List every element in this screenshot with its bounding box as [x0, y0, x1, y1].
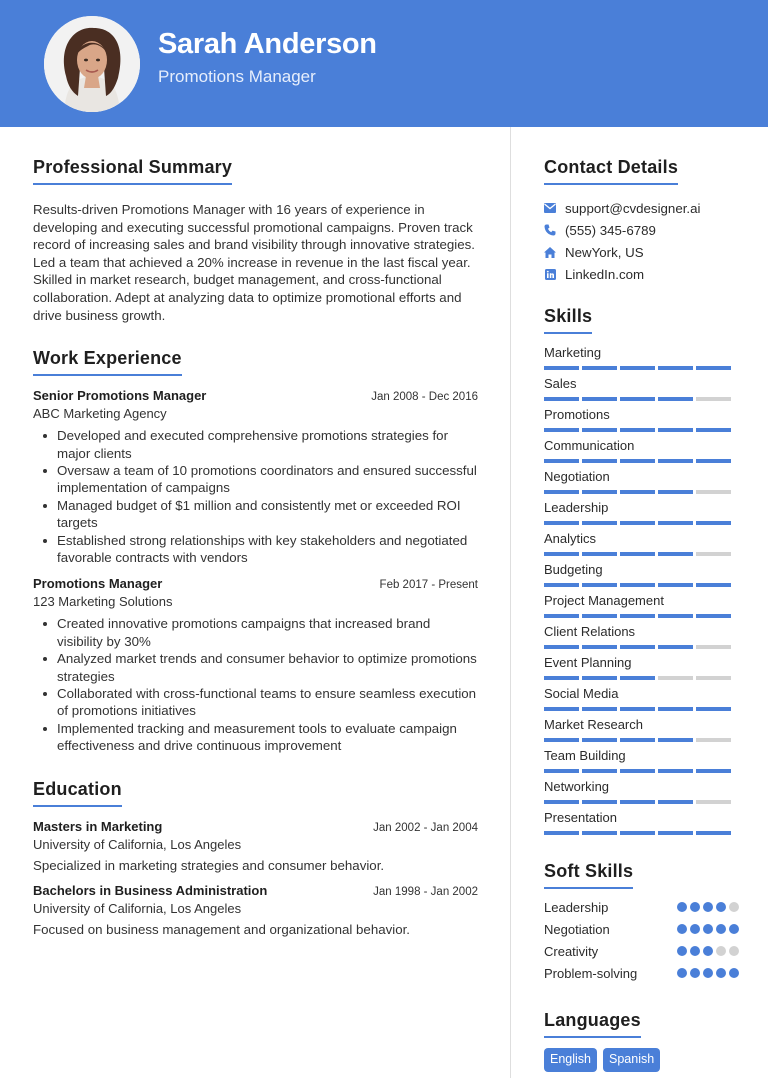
skill-segment-filled — [658, 552, 693, 556]
rating-dot-filled — [729, 968, 739, 978]
work-section — [33, 348, 478, 755]
school-name: University of California, Los Angeles — [33, 900, 242, 916]
skill-level-bar — [544, 641, 739, 653]
skill-segment-filled — [620, 583, 655, 587]
column-divider — [510, 127, 511, 1078]
sidebar-column — [544, 157, 739, 1072]
skill-item — [544, 343, 739, 374]
skill-segment-filled — [544, 800, 579, 804]
skill-segment-filled — [544, 428, 579, 432]
skill-segment-filled — [620, 428, 655, 432]
skill-segment-filled — [582, 831, 617, 835]
skill-segment-filled — [544, 614, 579, 618]
education-dates: Jan 2002 - Jan 2004 — [373, 821, 478, 834]
skill-segment-filled — [582, 738, 617, 742]
skill-segment-filled — [658, 831, 693, 835]
skill-segment-filled — [544, 552, 579, 556]
languages-heading: Languages — [544, 1010, 641, 1038]
skill-segment-filled — [544, 645, 579, 649]
job-company: 123 Marketing Solutions — [33, 594, 173, 610]
rating-dot-filled — [677, 924, 687, 934]
job-company: ABC Marketing Agency — [33, 406, 167, 422]
envelope-icon — [544, 202, 556, 214]
rating-dot-filled — [703, 902, 713, 912]
skill-segment-filled — [696, 583, 731, 587]
home-icon — [544, 246, 556, 258]
bullet-item: Oversaw a team of 10 promotions coordinators and ensured successful implementation of campaigns — [33, 462, 478, 497]
skill-segment-filled — [620, 645, 655, 649]
skill-segment-filled — [620, 552, 655, 556]
skill-item — [544, 467, 739, 498]
contact-heading: Contact Details — [544, 157, 678, 185]
degree-title: Bachelors in Business Administration — [33, 882, 268, 898]
education-entry — [33, 819, 478, 873]
soft-skills-list — [544, 896, 739, 984]
skill-name: Social Media — [544, 686, 619, 701]
skill-segment-filled — [544, 676, 579, 680]
contact-email[interactable] — [544, 197, 739, 219]
skill-item — [544, 405, 739, 436]
skill-item — [544, 374, 739, 405]
skill-segment-filled — [620, 366, 655, 370]
skill-segment-filled — [582, 800, 617, 804]
rating-dot-filled — [677, 902, 687, 912]
bullet-item: Analyzed market trends and consumer behavior to optimize promotions strategies — [33, 650, 478, 685]
soft-skill-item — [544, 962, 739, 984]
skill-segment-filled — [582, 428, 617, 432]
job-entry — [33, 388, 478, 566]
soft-skill-rating — [677, 924, 739, 934]
education-dates: Jan 1998 - Jan 2002 — [373, 885, 478, 898]
rating-dot-empty — [729, 902, 739, 912]
skill-item — [544, 436, 739, 467]
skill-level-bar — [544, 703, 739, 715]
soft-skill-name: Creativity — [544, 943, 599, 959]
skill-segment-filled — [544, 397, 579, 401]
email-text: support@cvdesigner.ai — [565, 200, 701, 216]
skill-segment-filled — [582, 707, 617, 711]
skill-name: Networking — [544, 779, 610, 794]
rating-dot-filled — [703, 946, 713, 956]
skill-segment-filled — [544, 831, 579, 835]
skill-level-bar — [544, 362, 739, 374]
skill-segment-filled — [582, 614, 617, 618]
contact-linkedin[interactable] — [544, 263, 739, 285]
skill-level-bar — [544, 796, 739, 808]
job-dates: Jan 2008 - Dec 2016 — [371, 391, 478, 404]
education-heading: Education — [33, 779, 122, 807]
skill-segment-filled — [658, 521, 693, 525]
skill-segment-filled — [544, 366, 579, 370]
skill-item — [544, 653, 739, 684]
skill-level-bar — [544, 455, 739, 467]
skill-level-bar — [544, 393, 739, 405]
skill-segment-filled — [620, 831, 655, 835]
skill-segment-filled — [696, 366, 731, 370]
skill-segment-filled — [658, 490, 693, 494]
skill-item — [544, 684, 739, 715]
skill-segment-filled — [544, 707, 579, 711]
skill-level-bar — [544, 765, 739, 777]
summary-section — [33, 157, 478, 324]
skill-segment-filled — [658, 707, 693, 711]
skill-segment-empty — [658, 676, 693, 680]
rating-dot-filled — [716, 968, 726, 978]
soft-skill-name: Negotiation — [544, 921, 610, 937]
language-badge: English — [544, 1048, 597, 1072]
linkedin-text: LinkedIn.com — [565, 266, 645, 282]
skill-segment-filled — [620, 490, 655, 494]
skill-name: Sales — [544, 376, 577, 391]
skill-name: Leadership — [544, 500, 609, 515]
rating-dot-filled — [690, 946, 700, 956]
rating-dot-filled — [677, 946, 687, 956]
profile-photo — [44, 16, 140, 112]
skill-segment-empty — [696, 397, 731, 401]
phone-text: (555) 345-6789 — [565, 222, 656, 238]
job-bullets — [33, 427, 478, 566]
skill-segment-filled — [544, 521, 579, 525]
contact-location — [544, 241, 739, 263]
rating-dot-filled — [690, 902, 700, 912]
skill-segment-filled — [696, 521, 731, 525]
contact-section — [544, 157, 739, 285]
skill-segment-filled — [620, 521, 655, 525]
location-text: NewYork, US — [565, 244, 644, 260]
candidate-role: Promotions Manager — [158, 67, 316, 86]
skill-segment-filled — [582, 366, 617, 370]
rating-dot-empty — [716, 946, 726, 956]
skill-segment-filled — [620, 800, 655, 804]
soft-skills-heading: Soft Skills — [544, 861, 633, 889]
phone-icon — [544, 224, 556, 236]
summary-text: Results-driven Promotions Manager with 16 years of experience in developing and executing successful promotional campaigns. Proven track record of increasing sales and brand visibility through innovative strategies. Led a team that achieved a 20% increase in revenue in the last fiscal year. Skilled in market research, budget management, and cross-functional collaboration. Adept at analyzing data to optimize promotional efforts and drive business growth. — [33, 202, 475, 323]
skill-segment-filled — [582, 521, 617, 525]
soft-skill-name: Leadership — [544, 899, 609, 915]
education-description: Focused on business management and organizational behavior. — [33, 921, 410, 937]
skill-segment-filled — [582, 490, 617, 494]
rating-dot-filled — [703, 924, 713, 934]
rating-dot-filled — [677, 968, 687, 978]
school-name: University of California, Los Angeles — [33, 836, 242, 852]
skill-segment-empty — [696, 645, 731, 649]
rating-dot-filled — [716, 924, 726, 934]
skill-segment-filled — [582, 459, 617, 463]
skill-name: Marketing — [544, 345, 602, 360]
soft-skill-item — [544, 918, 739, 940]
soft-skill-rating — [677, 902, 739, 912]
skill-segment-filled — [658, 614, 693, 618]
skill-item — [544, 746, 739, 777]
job-dates: Feb 2017 - Present — [379, 579, 478, 592]
skill-segment-filled — [544, 738, 579, 742]
skill-segment-filled — [658, 397, 693, 401]
soft-skill-item — [544, 940, 739, 962]
skill-segment-filled — [544, 583, 579, 587]
skill-item — [544, 715, 739, 746]
skill-name: Project Management — [544, 593, 664, 608]
education-description: Specialized in marketing strategies and consumer behavior. — [33, 857, 385, 873]
soft-skill-rating — [677, 968, 739, 978]
skill-segment-filled — [620, 397, 655, 401]
skill-name: Team Building — [544, 748, 626, 763]
skill-segment-filled — [696, 769, 731, 773]
skill-segment-filled — [696, 831, 731, 835]
skill-level-bar — [544, 610, 739, 622]
contact-phone[interactable] — [544, 219, 739, 241]
header-banner — [0, 0, 768, 127]
skill-name: Analytics — [544, 531, 597, 546]
skill-segment-filled — [696, 459, 731, 463]
bullet-item: Implemented tracking and measurement tools to evaluate campaign effectiveness and drive continuous improvement — [33, 720, 478, 755]
rating-dot-filled — [703, 968, 713, 978]
skill-segment-filled — [582, 583, 617, 587]
skill-segment-filled — [658, 366, 693, 370]
job-bullets — [33, 615, 478, 754]
candidate-name: Sarah Anderson — [158, 28, 377, 60]
rating-dot-filled — [690, 924, 700, 934]
job-entry — [33, 576, 478, 754]
bullet-item: Collaborated with cross-functional teams to ensure seamless execution of promotions initiatives — [33, 685, 478, 720]
skill-segment-filled — [620, 614, 655, 618]
skill-segment-filled — [658, 583, 693, 587]
skill-segment-filled — [696, 428, 731, 432]
languages-list — [544, 1048, 739, 1072]
skill-level-bar — [544, 486, 739, 498]
rating-dot-empty — [729, 946, 739, 956]
linkedin-icon — [544, 268, 556, 280]
skill-segment-filled — [658, 459, 693, 463]
skill-name: Presentation — [544, 810, 617, 825]
skill-segment-empty — [696, 800, 731, 804]
skill-level-bar — [544, 548, 739, 560]
skill-name: Event Planning — [544, 655, 632, 670]
skill-item — [544, 777, 739, 808]
skill-segment-filled — [582, 676, 617, 680]
skill-segment-filled — [544, 459, 579, 463]
skill-name: Client Relations — [544, 624, 636, 639]
rating-dot-filled — [716, 902, 726, 912]
skill-segment-filled — [582, 552, 617, 556]
soft-skill-rating — [677, 946, 739, 956]
skill-item — [544, 498, 739, 529]
rating-dot-filled — [690, 968, 700, 978]
skill-name: Promotions — [544, 407, 610, 422]
skill-segment-filled — [620, 738, 655, 742]
skill-segment-filled — [544, 769, 579, 773]
skill-segment-filled — [582, 645, 617, 649]
skill-segment-empty — [696, 490, 731, 494]
degree-title: Masters in Marketing — [33, 818, 163, 834]
skill-item — [544, 622, 739, 653]
soft-skill-item — [544, 896, 739, 918]
soft-skills-section — [544, 861, 739, 984]
skill-item — [544, 560, 739, 591]
skill-name: Communication — [544, 438, 635, 453]
rating-dot-filled — [729, 924, 739, 934]
bullet-item: Created innovative promotions campaigns that increased brand visibility by 30% — [33, 615, 478, 650]
skill-item — [544, 529, 739, 560]
soft-skill-name: Problem-solving — [544, 965, 638, 981]
skill-segment-filled — [696, 614, 731, 618]
skill-name: Market Research — [544, 717, 643, 732]
skill-segment-filled — [582, 397, 617, 401]
summary-heading: Professional Summary — [33, 157, 232, 185]
education-entry — [33, 883, 478, 937]
skill-level-bar — [544, 517, 739, 529]
language-badge: Spanish — [603, 1048, 660, 1072]
work-heading: Work Experience — [33, 348, 182, 376]
languages-section — [544, 1010, 739, 1072]
skills-list — [544, 343, 739, 839]
skill-segment-empty — [696, 676, 731, 680]
bullet-item: Developed and executed comprehensive promotions strategies for major clients — [33, 427, 478, 462]
skill-segment-filled — [696, 707, 731, 711]
skill-segment-filled — [620, 707, 655, 711]
bullet-item: Managed budget of $1 million and consistently met or exceeded ROI targets — [33, 497, 478, 532]
skills-heading: Skills — [544, 306, 592, 334]
education-section — [33, 779, 478, 937]
skill-item — [544, 808, 739, 839]
skill-level-bar — [544, 672, 739, 684]
skill-segment-filled — [658, 800, 693, 804]
main-column — [33, 157, 478, 937]
skill-level-bar — [544, 579, 739, 591]
skill-segment-filled — [658, 645, 693, 649]
skill-name: Negotiation — [544, 469, 610, 484]
bullet-item: Established strong relationships with key stakeholders and negotiated favorable contracts with vendors — [33, 532, 478, 567]
skill-segment-empty — [696, 738, 731, 742]
job-title: Promotions Manager — [33, 576, 163, 592]
skill-segment-filled — [620, 769, 655, 773]
skill-item — [544, 591, 739, 622]
skill-segment-filled — [658, 738, 693, 742]
skill-segment-filled — [658, 428, 693, 432]
skill-level-bar — [544, 424, 739, 436]
skill-segment-empty — [696, 552, 731, 556]
skill-segment-filled — [544, 490, 579, 494]
job-title: Senior Promotions Manager — [33, 388, 207, 404]
skill-segment-filled — [658, 769, 693, 773]
skill-level-bar — [544, 827, 739, 839]
skill-name: Budgeting — [544, 562, 603, 577]
skill-segment-filled — [620, 676, 655, 680]
skill-segment-filled — [582, 769, 617, 773]
skills-section — [544, 306, 739, 839]
skill-level-bar — [544, 734, 739, 746]
skill-segment-filled — [620, 459, 655, 463]
